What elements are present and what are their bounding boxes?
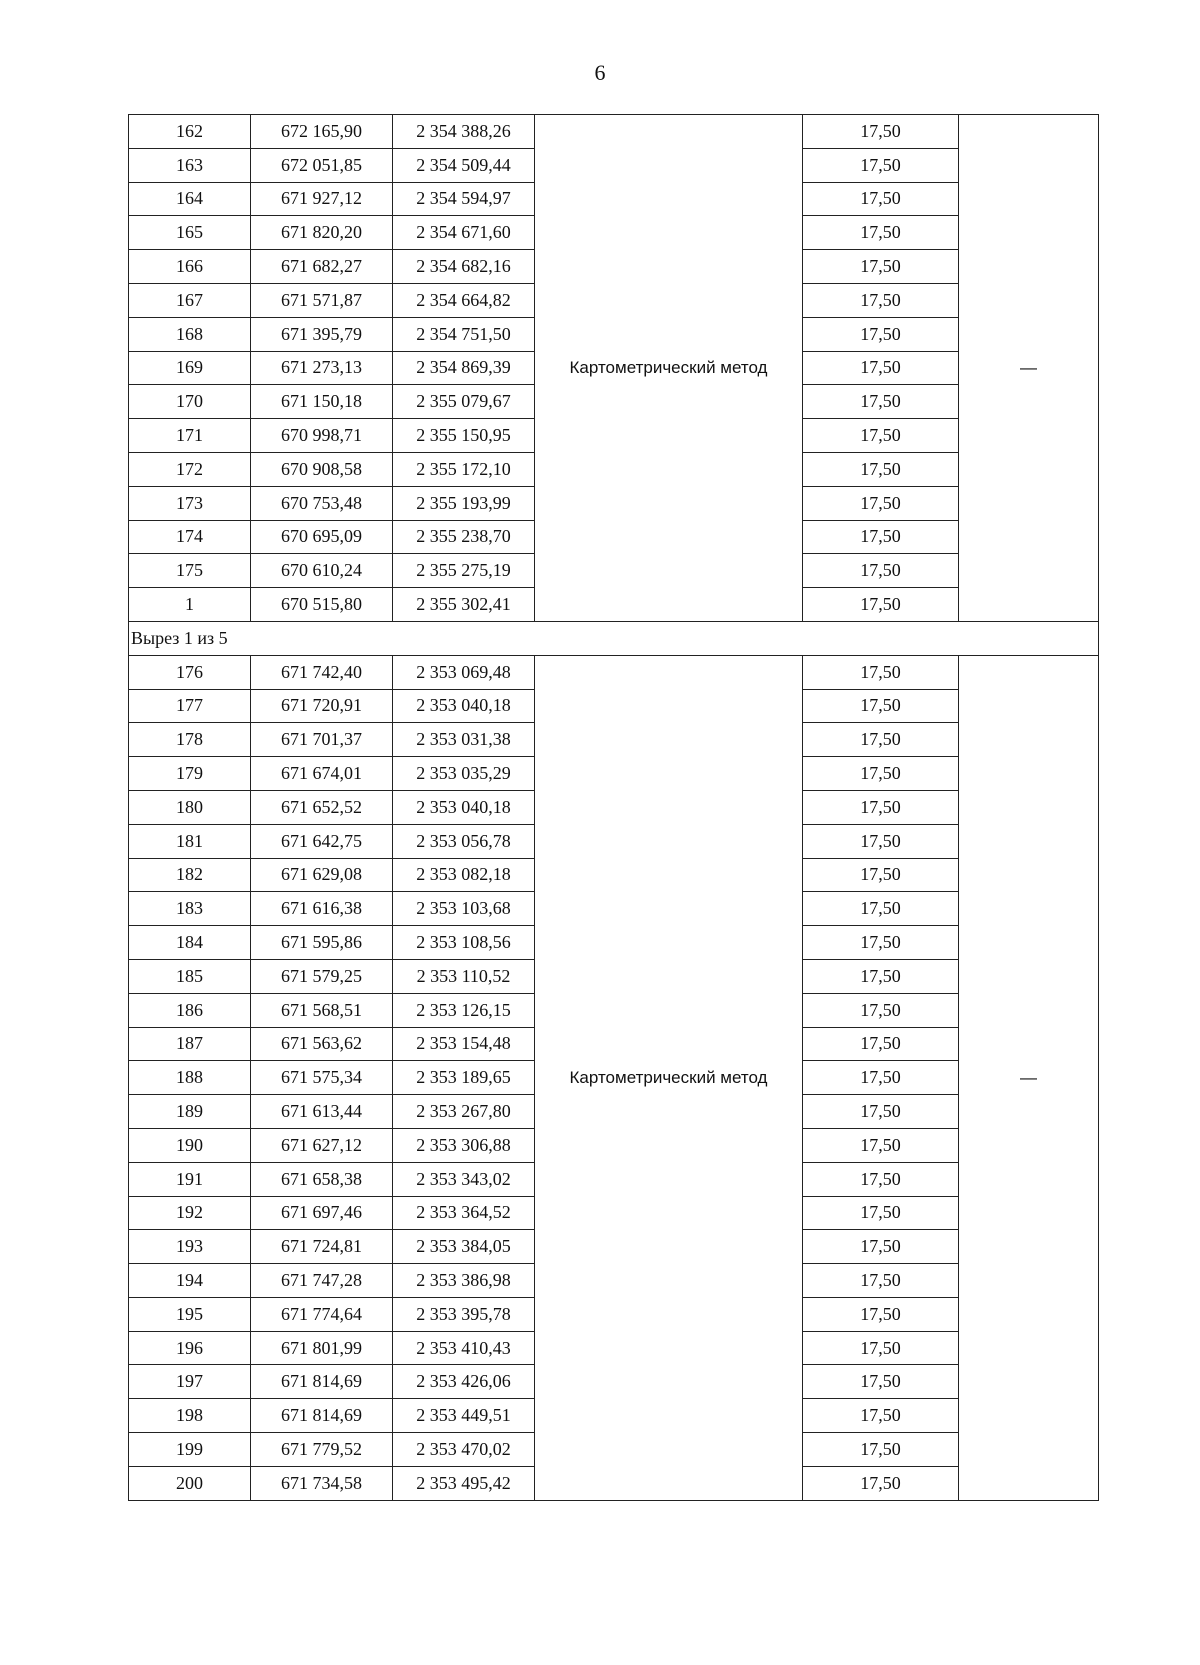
x-coordinate-cell: 671 927,12 [251,182,393,216]
point-number-cell: 163 [129,148,251,182]
x-coordinate-cell: 671 724,81 [251,1230,393,1264]
x-coordinate-cell: 671 395,79 [251,317,393,351]
x-coordinate-cell: 670 695,09 [251,520,393,554]
x-coordinate-cell: 670 515,80 [251,588,393,622]
point-number-cell: 174 [129,520,251,554]
y-coordinate-cell: 2 354 594,97 [393,182,535,216]
point-number-cell: 180 [129,790,251,824]
x-coordinate-cell: 671 642,75 [251,824,393,858]
x-coordinate-cell: 671 742,40 [251,655,393,689]
y-coordinate-cell: 2 353 449,51 [393,1399,535,1433]
error-cell: 17,50 [803,926,959,960]
y-coordinate-cell: 2 353 426,06 [393,1365,535,1399]
y-coordinate-cell: 2 353 410,43 [393,1331,535,1365]
x-coordinate-cell: 671 629,08 [251,858,393,892]
error-cell: 17,50 [803,1264,959,1298]
section-header-row [129,621,1099,655]
error-cell: 17,50 [803,1027,959,1061]
y-coordinate-cell: 2 353 267,80 [393,1095,535,1129]
x-coordinate-cell: 671 734,58 [251,1466,393,1500]
error-cell: 17,50 [803,1399,959,1433]
y-coordinate-cell: 2 353 031,38 [393,723,535,757]
error-cell: 17,50 [803,824,959,858]
y-coordinate-cell: 2 354 751,50 [393,317,535,351]
error-cell: 17,50 [803,1128,959,1162]
point-number-cell: 181 [129,824,251,858]
point-number-cell: 175 [129,554,251,588]
point-number-cell: 168 [129,317,251,351]
note-cell: — [959,115,1099,622]
point-number-cell: 192 [129,1196,251,1230]
y-coordinate-cell: 2 353 082,18 [393,858,535,892]
point-number-cell: 177 [129,689,251,723]
x-coordinate-cell: 670 610,24 [251,554,393,588]
error-cell: 17,50 [803,554,959,588]
point-number-cell: 1 [129,588,251,622]
point-number-cell: 186 [129,993,251,1027]
x-coordinate-cell: 671 616,38 [251,892,393,926]
point-number-cell: 165 [129,216,251,250]
point-number-cell: 187 [129,1027,251,1061]
x-coordinate-cell: 672 051,85 [251,148,393,182]
error-cell: 17,50 [803,723,959,757]
error-cell: 17,50 [803,250,959,284]
x-coordinate-cell: 671 801,99 [251,1331,393,1365]
point-number-cell: 183 [129,892,251,926]
error-cell: 17,50 [803,1230,959,1264]
point-number-cell: 173 [129,486,251,520]
y-coordinate-cell: 2 353 056,78 [393,824,535,858]
coordinates-table [128,114,1099,1501]
y-coordinate-cell: 2 354 388,26 [393,115,535,149]
point-number-cell: 196 [129,1331,251,1365]
y-coordinate-cell: 2 353 395,78 [393,1297,535,1331]
point-number-cell: 178 [129,723,251,757]
error-cell: 17,50 [803,1196,959,1230]
point-number-cell: 162 [129,115,251,149]
error-cell: 17,50 [803,317,959,351]
error-cell: 17,50 [803,1095,959,1129]
error-cell: 17,50 [803,858,959,892]
x-coordinate-cell: 670 998,71 [251,419,393,453]
error-cell: 17,50 [803,115,959,149]
point-number-cell: 179 [129,757,251,791]
point-number-cell: 188 [129,1061,251,1095]
x-coordinate-cell: 671 627,12 [251,1128,393,1162]
point-number-cell: 194 [129,1264,251,1298]
x-coordinate-cell: 671 150,18 [251,385,393,419]
x-coordinate-cell: 671 779,52 [251,1433,393,1467]
y-coordinate-cell: 2 353 364,52 [393,1196,535,1230]
x-coordinate-cell: 670 753,48 [251,486,393,520]
y-coordinate-cell: 2 353 343,02 [393,1162,535,1196]
y-coordinate-cell: 2 353 108,56 [393,926,535,960]
x-coordinate-cell: 671 575,34 [251,1061,393,1095]
y-coordinate-cell: 2 353 110,52 [393,959,535,993]
error-cell: 17,50 [803,1061,959,1095]
error-cell: 17,50 [803,1297,959,1331]
table-row [129,655,1099,689]
coordinates-table-body [129,115,1099,1501]
point-number-cell: 176 [129,655,251,689]
page-number: 6 [594,60,606,85]
x-coordinate-cell: 671 814,69 [251,1399,393,1433]
x-coordinate-cell: 671 571,87 [251,283,393,317]
x-coordinate-cell: 671 747,28 [251,1264,393,1298]
point-number-cell: 184 [129,926,251,960]
point-number-cell: 197 [129,1365,251,1399]
error-cell: 17,50 [803,1365,959,1399]
error-cell: 17,50 [803,486,959,520]
error-cell: 17,50 [803,689,959,723]
error-cell: 17,50 [803,283,959,317]
y-coordinate-cell: 2 353 470,02 [393,1433,535,1467]
y-coordinate-cell: 2 353 306,88 [393,1128,535,1162]
x-coordinate-cell: 671 697,46 [251,1196,393,1230]
error-cell: 17,50 [803,182,959,216]
y-coordinate-cell: 2 354 671,60 [393,216,535,250]
error-cell: 17,50 [803,520,959,554]
x-coordinate-cell: 671 273,13 [251,351,393,385]
x-coordinate-cell: 671 652,52 [251,790,393,824]
x-coordinate-cell: 671 579,25 [251,959,393,993]
point-number-cell: 190 [129,1128,251,1162]
point-number-cell: 172 [129,452,251,486]
method-cell: Картометрический метод [535,655,803,1500]
y-coordinate-cell: 2 353 040,18 [393,689,535,723]
y-coordinate-cell: 2 355 302,41 [393,588,535,622]
point-number-cell: 169 [129,351,251,385]
x-coordinate-cell: 671 720,91 [251,689,393,723]
error-cell: 17,50 [803,588,959,622]
x-coordinate-cell: 671 595,86 [251,926,393,960]
y-coordinate-cell: 2 354 869,39 [393,351,535,385]
error-cell: 17,50 [803,351,959,385]
point-number-cell: 200 [129,1466,251,1500]
point-number-cell: 167 [129,283,251,317]
method-cell: Картометрический метод [535,115,803,622]
point-number-cell: 189 [129,1095,251,1129]
x-coordinate-cell: 671 658,38 [251,1162,393,1196]
x-coordinate-cell: 671 674,01 [251,757,393,791]
error-cell: 17,50 [803,655,959,689]
y-coordinate-cell: 2 353 154,48 [393,1027,535,1061]
error-cell: 17,50 [803,1466,959,1500]
y-coordinate-cell: 2 353 040,18 [393,790,535,824]
error-cell: 17,50 [803,959,959,993]
y-coordinate-cell: 2 353 126,15 [393,993,535,1027]
point-number-cell: 171 [129,419,251,453]
x-coordinate-cell: 671 814,69 [251,1365,393,1399]
x-coordinate-cell: 671 568,51 [251,993,393,1027]
error-cell: 17,50 [803,790,959,824]
y-coordinate-cell: 2 354 664,82 [393,283,535,317]
y-coordinate-cell: 2 353 495,42 [393,1466,535,1500]
y-coordinate-cell: 2 353 069,48 [393,655,535,689]
table-row [129,115,1099,149]
y-coordinate-cell: 2 355 238,70 [393,520,535,554]
point-number-cell: 164 [129,182,251,216]
x-coordinate-cell: 672 165,90 [251,115,393,149]
y-coordinate-cell: 2 355 275,19 [393,554,535,588]
y-coordinate-cell: 2 355 193,99 [393,486,535,520]
point-number-cell: 193 [129,1230,251,1264]
error-cell: 17,50 [803,148,959,182]
y-coordinate-cell: 2 353 035,29 [393,757,535,791]
point-number-cell: 170 [129,385,251,419]
note-cell: — [959,655,1099,1500]
x-coordinate-cell: 670 908,58 [251,452,393,486]
y-coordinate-cell: 2 353 189,65 [393,1061,535,1095]
point-number-cell: 166 [129,250,251,284]
error-cell: 17,50 [803,1433,959,1467]
error-cell: 17,50 [803,892,959,926]
y-coordinate-cell: 2 355 079,67 [393,385,535,419]
y-coordinate-cell: 2 355 172,10 [393,452,535,486]
y-coordinate-cell: 2 354 509,44 [393,148,535,182]
x-coordinate-cell: 671 701,37 [251,723,393,757]
point-number-cell: 185 [129,959,251,993]
error-cell: 17,50 [803,1162,959,1196]
y-coordinate-cell: 2 355 150,95 [393,419,535,453]
y-coordinate-cell: 2 353 384,05 [393,1230,535,1264]
section-title: Вырез 1 из 5 [129,621,1099,655]
y-coordinate-cell: 2 354 682,16 [393,250,535,284]
error-cell: 17,50 [803,385,959,419]
error-cell: 17,50 [803,1331,959,1365]
error-cell: 17,50 [803,216,959,250]
error-cell: 17,50 [803,452,959,486]
point-number-cell: 195 [129,1297,251,1331]
x-coordinate-cell: 671 820,20 [251,216,393,250]
x-coordinate-cell: 671 682,27 [251,250,393,284]
error-cell: 17,50 [803,757,959,791]
y-coordinate-cell: 2 353 103,68 [393,892,535,926]
x-coordinate-cell: 671 613,44 [251,1095,393,1129]
point-number-cell: 198 [129,1399,251,1433]
error-cell: 17,50 [803,419,959,453]
point-number-cell: 182 [129,858,251,892]
x-coordinate-cell: 671 774,64 [251,1297,393,1331]
y-coordinate-cell: 2 353 386,98 [393,1264,535,1298]
point-number-cell: 199 [129,1433,251,1467]
x-coordinate-cell: 671 563,62 [251,1027,393,1061]
error-cell: 17,50 [803,993,959,1027]
point-number-cell: 191 [129,1162,251,1196]
